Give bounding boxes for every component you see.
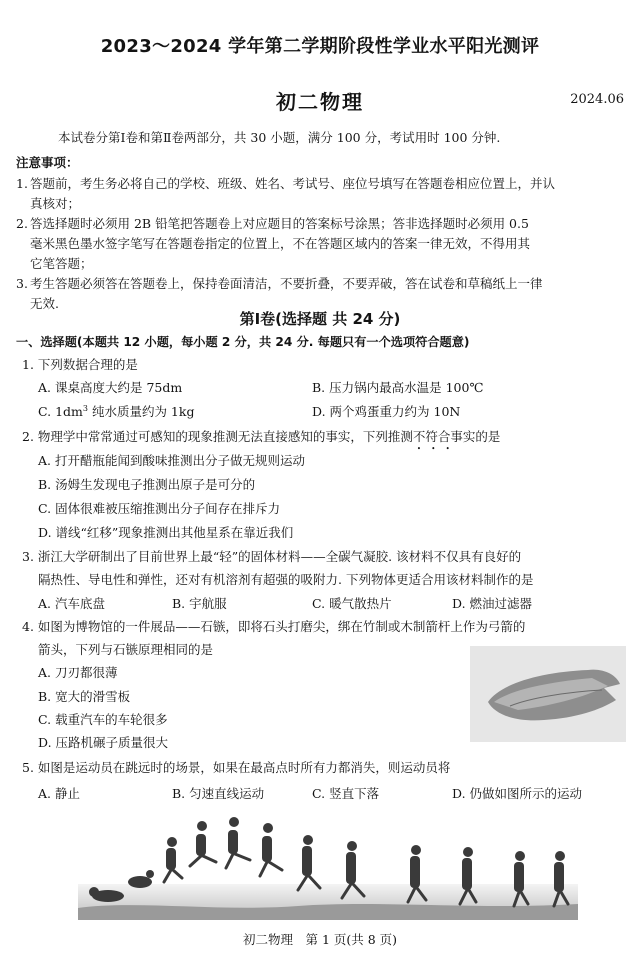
stone-arrowhead-image	[470, 646, 626, 742]
q4-stem-line2: 箭头，下列与石镞原理相同的是	[38, 642, 214, 657]
q2-option-a: A. 打开醋瓶能闻到酸味推测出分子做无规则运动	[38, 453, 305, 468]
q2-stem: 2. 物理学中常常通过可感知的现象推测无法直接感知的事实，下列推测不符合 • • •事实的是	[22, 427, 500, 445]
q1-option-c: C. $1dm^3$ 纯水质量约为 1kg	[38, 403, 195, 419]
q4-option-a: A. 刀刃都很薄	[38, 665, 118, 680]
notice-list	[16, 174, 628, 314]
q2-option-b: B. 汤姆生发现电子推测出原子是可分的	[38, 477, 256, 492]
q5-option-c: C. 竖直下落	[312, 786, 380, 801]
exam-date: 2024.06	[570, 92, 624, 107]
q3-option-d: D. 燃油过滤器	[452, 596, 533, 611]
q5-stem: 5. 如图是运动员在跳远时的场景，如果在最高点时所有力都消失，则运动员将	[22, 760, 451, 775]
q2-option-d: D. 谱线“红移”现象推测出其他星系在靠近我们	[38, 525, 294, 540]
q3-option-a: A. 汽车底盘	[38, 596, 105, 611]
q4-option-c: C. 载重汽车的车轮很多	[38, 712, 168, 727]
notice-title: 注意事项：	[16, 155, 79, 170]
notice-item: 1. 答题前，考生务必将自己的学校、班级、姓名、考试号、座位号填写在答题卷相应位置上，并认 真核对；	[16, 176, 556, 211]
q3-option-b: B. 宇航服	[172, 596, 227, 611]
long-jump-image	[78, 812, 578, 920]
notice-item: 3. 考生答题必须答在答题卷上，保持卷面清洁，不要折叠，不要弄破，答在试卷和草稿纸上一律 无效.	[16, 276, 543, 311]
q4-option-b: B. 宽大的滑雪板	[38, 689, 131, 704]
q1-stem: 1. 下列数据合理的是	[22, 357, 138, 372]
q4-stem-line1: 4. 如图为博物馆的一件展品——石镞，即将石头打磨尖，绑在竹制或木制箭杆上作为弓箭的	[22, 619, 526, 634]
q3-option-c: C. 暖气散热片	[312, 596, 392, 611]
emphasis-text: 不符合 • • •	[413, 429, 451, 444]
notice-item: 2. 答选择题时必须用 2B 铅笔把答题卷上对应题目的答案标号涂黑；答非选择题时必须用 0.5 毫米黑色墨水签字笔写在答题卷指定的位置上，不在答题区域内的答案一律无效，不得用其 它笔答题；	[16, 216, 531, 271]
q1-option-b: B. 压力锅内最高水温是 100℃	[312, 380, 484, 395]
q5-option-b: B. 匀速直线运动	[172, 786, 265, 801]
page-footer: 初二物理 第 1 页(共 8 页)	[242, 932, 398, 947]
exam-title: 2023～2024 学年第二学期阶段性学业水平阳光测评	[100, 36, 540, 57]
q2-option-c: C. 固体很难被压缩推测出分子间存在排斥力	[38, 501, 281, 516]
q5-option-a: A. 静止	[38, 786, 80, 801]
q3-stem-line2: 隔热性、导电性和弹性，还对有机溶剂有超强的吸附力. 下列物体更适合用该材料制作的是	[38, 572, 534, 587]
subject-title: 初二物理	[276, 90, 364, 114]
q1-option-a: A. 课桌高度大约是 75dm	[38, 380, 183, 395]
q5-option-d: D. 仍做如图所示的运动	[452, 786, 583, 801]
part-intro: 一、选择题(本题共 12 小题，每小题 2 分，共 24 分. 每题只有一个选项符合题意)	[16, 335, 470, 349]
exam-intro: 本试卷分第Ⅰ卷和第Ⅱ卷两部分，共 30 小题，满分 100 分，考试用时 100 分钟.	[58, 130, 501, 145]
section-title: 第Ⅰ卷(选择题 共 24 分)	[239, 310, 401, 328]
q4-option-d: D. 压路机碾子质量很大	[38, 735, 169, 750]
q3-stem-line1: 3. 浙江大学研制出了目前世界上最“轻”的固体材料——全碳气凝胶. 该材料不仅具有良好的	[22, 549, 522, 564]
q1-option-d: D. 两个鸡蛋重力约为 10N	[312, 404, 461, 419]
